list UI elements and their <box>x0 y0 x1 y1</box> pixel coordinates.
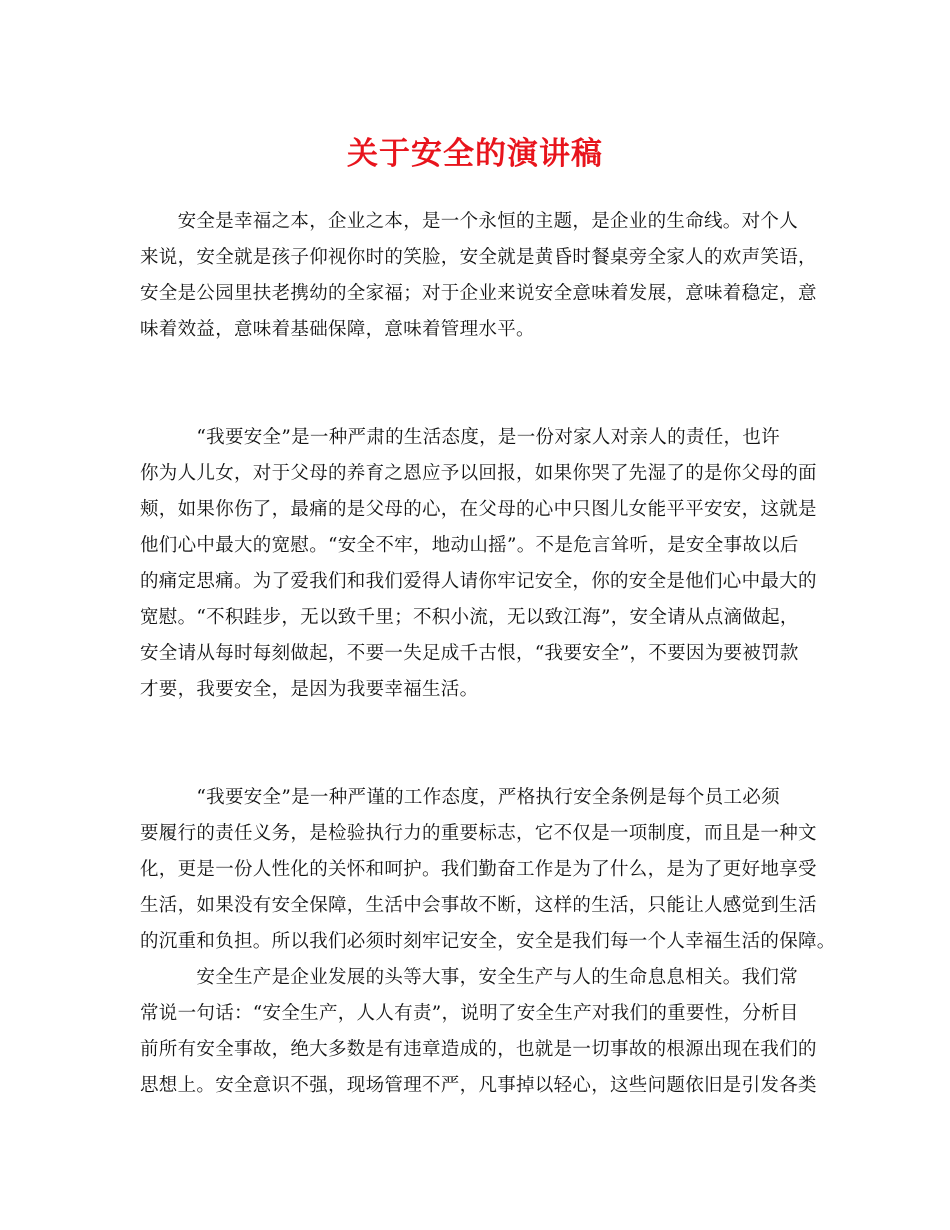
text-line: 颊，如果你伤了，最痛的是父母的心，在父母的心中只图儿女能平平安安，这就是 <box>140 499 817 520</box>
text-line: 要履行的责任义务，是检验执行力的重要标志，它不仅是一项制度，而且是一种文 <box>140 823 817 844</box>
text-line: 化，更是一份人性化的关怀和呵护。我们勤奋工作是为了什么，是为了更好地享受 <box>140 859 817 880</box>
text-line: 你为人儿女，对于父母的养育之恩应予以回报，如果你哭了先湿了的是你父母的面 <box>140 463 817 484</box>
text-line: 安全是幸福之本，企业之本，是一个永恒的主题，是企业的生命线。对个人 <box>140 211 799 232</box>
paragraph-1 <box>140 204 815 348</box>
text-line: 生活，如果没有安全保障，生活中会事故不断，这样的生活，只能让人感觉到生活 <box>140 895 817 916</box>
text-line: 的痛定思痛。为了爱我们和我们爱得人请你牢记安全，你的安全是他们心中最大的 <box>140 571 817 592</box>
text-line: 宽慰。“不积跬步，无以致千里；不积小流，无以致江海”，安全请从点滴做起， <box>140 607 799 628</box>
paragraph-2 <box>140 420 815 708</box>
text-line: “我要安全”是一种严谨的工作态度，严格执行安全条例是每个员工必须 <box>140 787 780 808</box>
text-line: “我要安全”是一种严肃的生活态度，是一份对家人对亲人的责任，也许 <box>140 427 780 448</box>
text-line: 的沉重和负担。所以我们必须时刻牢记安全，安全是我们每一个人幸福生活的保障。 <box>140 931 836 952</box>
text-line: 他们心中最大的宽慰。“安全不牢，地动山摇”。不是危言耸听，是安全事故以后 <box>140 535 799 556</box>
text-line: 前所有安全事故，绝大多数是有违章造成的，也就是一切事故的根源出现在我们的 <box>140 1039 817 1060</box>
text-line: 思想上。安全意识不强，现场管理不严，凡事掉以轻心，这些问题依旧是引发各类 <box>140 1075 817 1096</box>
page-title: 关于安全的演讲稿 <box>347 136 603 172</box>
text-line: 常说一句话：“安全生产，人人有责”，说明了安全生产对我们的重要性，分析目 <box>140 1003 799 1024</box>
text-line: 安全生产是企业发展的头等大事，安全生产与人的生命息息相关。我们常 <box>140 967 799 988</box>
text-line: 安全是公园里扶老携幼的全家福；对于企业来说安全意味着发展，意味着稳定，意 <box>140 283 817 304</box>
paragraph-3 <box>140 780 836 960</box>
paragraph-4 <box>140 960 815 1104</box>
text-line: 安全请从每时每刻做起，不要一失足成千古恨，“我要安全”，不要因为要被罚款 <box>140 643 799 664</box>
text-line: 味着效益，意味着基础保障，意味着管理水平。 <box>140 319 535 340</box>
text-line: 才要，我要安全，是因为我要幸福生活。 <box>140 679 479 700</box>
text-line: 来说，安全就是孩子仰视你时的笑脸，安全就是黄昏时餐桌旁全家人的欢声笑语， <box>140 247 817 268</box>
